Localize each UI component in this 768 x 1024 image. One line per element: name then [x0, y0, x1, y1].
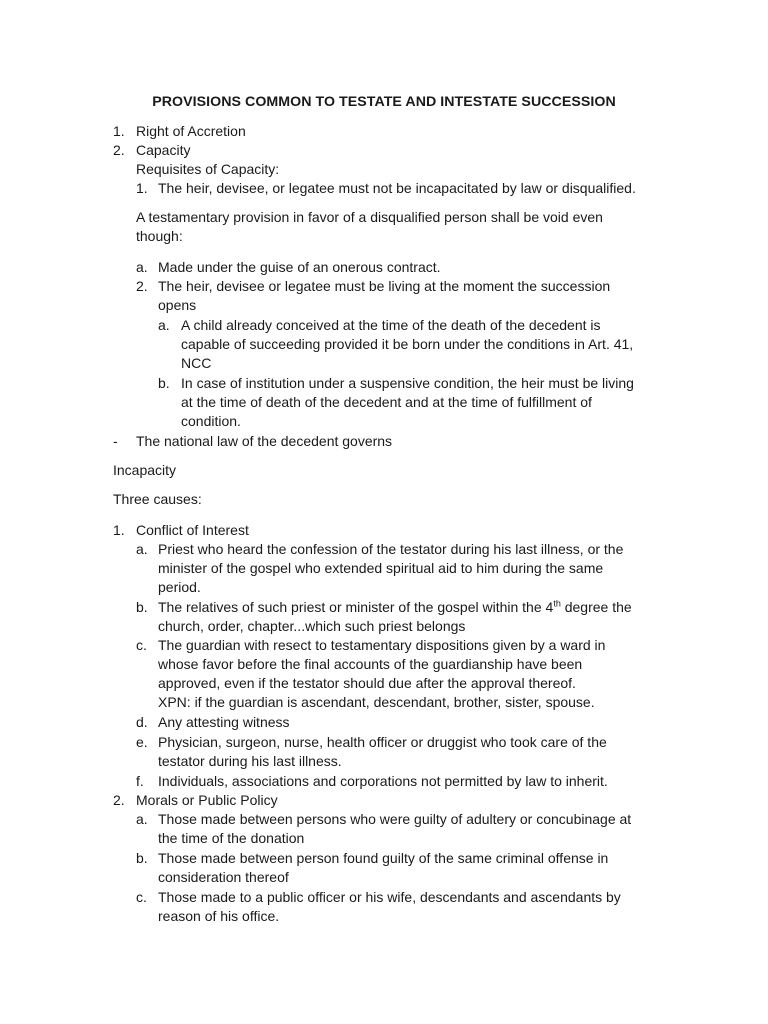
text-line: Individuals, associations and corporations not permitted by law to inherit.	[158, 773, 608, 789]
text-line: Those made between persons who were guilty of adultery or concubinage at	[158, 811, 632, 827]
text-line: approved, even if the testator should due after the approval thereof.	[158, 675, 576, 691]
list-marker: 2.	[113, 142, 125, 158]
list-marker: b.	[158, 375, 170, 391]
list-marker: 1.	[113, 522, 125, 538]
list-marker: f.	[136, 773, 144, 789]
text-segment: The relatives of such priest or minister of the gospel within the 4	[158, 599, 554, 615]
list-marker: a.	[136, 811, 148, 827]
list-marker: d.	[136, 714, 148, 730]
text-line: XPN: if the guardian is ascendant, descendant, brother, sister, spouse.	[158, 694, 595, 710]
text-line: NCC	[181, 355, 212, 371]
text-segment: degree the	[560, 599, 632, 615]
list-marker: -	[113, 433, 118, 449]
text-line: church, order, chapter...which such priest belongs	[158, 618, 466, 634]
ordinal-superscript: th	[553, 598, 561, 609]
text-line: though:	[136, 228, 183, 244]
list-marker: e.	[136, 734, 148, 750]
text-line: reason of his office.	[158, 908, 280, 924]
text-line: Those made between person found guilty of the same criminal offense in	[158, 850, 609, 866]
list-marker: b.	[136, 599, 148, 615]
text-line: Right of Accretion	[136, 123, 246, 139]
list-marker: a.	[136, 541, 148, 557]
text-line: The heir, devisee or legatee must be living at the moment the succession	[158, 278, 611, 294]
list-marker: b.	[136, 850, 148, 866]
text-line	[158, 598, 632, 617]
list-marker: 1.	[113, 123, 125, 139]
text-line: Requisites of Capacity:	[136, 161, 280, 177]
text-line: A testamentary provision in favor of a disqualified person shall be void even	[136, 209, 603, 225]
text-line: condition.	[181, 413, 241, 429]
text-line: In case of institution under a suspensive condition, the heir must be living	[181, 375, 634, 391]
text-line: the time of the donation	[158, 830, 305, 846]
text-line: testator during his last illness.	[158, 753, 342, 769]
text-line: Capacity	[136, 142, 191, 158]
list-marker: c.	[136, 637, 147, 653]
document-title: PROVISIONS COMMON TO TESTATE AND INTESTATE SUCCESSION	[152, 94, 616, 110]
text-line: A child already conceived at the time of the death of the decedent is	[181, 317, 601, 333]
text-line: Conflict of Interest	[136, 522, 249, 538]
text-line: consideration thereof	[158, 869, 289, 885]
text-line: Three causes:	[113, 491, 202, 507]
text-line: The heir, devisee, or legatee must not be incapacitated by law or disqualified.	[158, 180, 636, 196]
text-line: Morals or Public Policy	[136, 792, 278, 808]
text-line: Priest who heard the confession of the testator during his last illness, or the	[158, 541, 624, 557]
list-marker: 1.	[136, 180, 148, 196]
text-line: whose favor before the final accounts of the guardianship have been	[158, 656, 583, 672]
text-line: period.	[158, 579, 201, 595]
text-line: The guardian with resect to testamentary dispositions given by a ward in	[158, 637, 606, 653]
text-line: Incapacity	[113, 462, 177, 478]
list-marker: a.	[136, 259, 148, 275]
text-line: The national law of the decedent governs	[136, 433, 393, 449]
list-marker: a.	[158, 317, 170, 333]
text-line: minister of the gospel who extended spiritual aid to him during the same	[158, 560, 604, 576]
text-line: Those made to a public officer or his wife, descendants and ascendants by	[158, 889, 621, 905]
text-line: Made under the guise of an onerous contract.	[158, 259, 441, 275]
text-line: capable of succeeding provided it be born under the conditions in Art. 41,	[181, 336, 634, 352]
text-line: at the time of death of the decedent and at the time of fulfillment of	[181, 394, 592, 410]
list-marker: 2.	[136, 278, 148, 294]
list-marker: 2.	[113, 792, 125, 808]
text-line: Physician, surgeon, nurse, health officer or druggist who took care of the	[158, 734, 607, 750]
list-marker: c.	[136, 889, 147, 905]
text-line: opens	[158, 297, 197, 313]
text-line: Any attesting witness	[158, 714, 290, 730]
